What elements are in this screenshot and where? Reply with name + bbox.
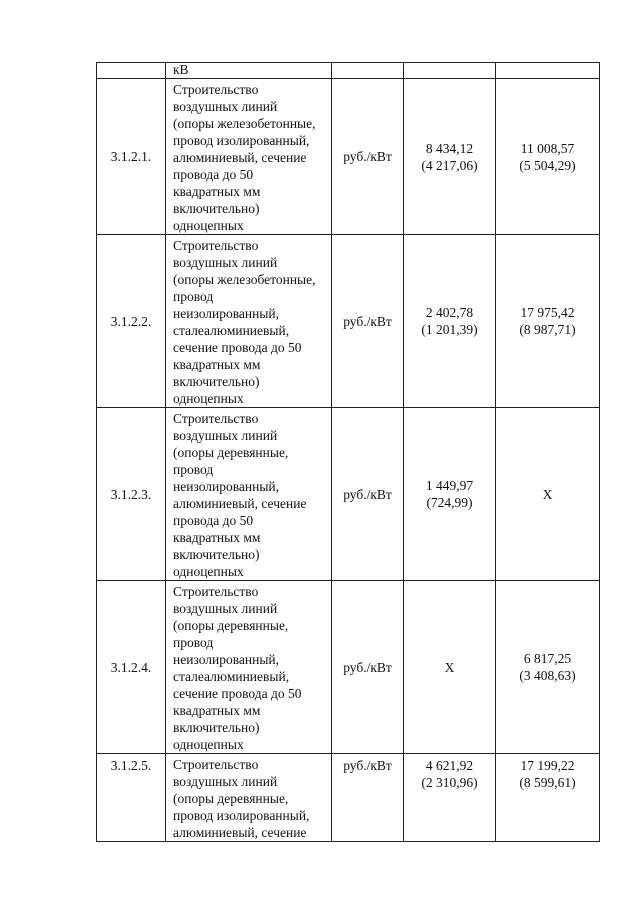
value-cell — [404, 235, 496, 408]
value-main: 1 449,97 — [425, 478, 474, 493]
value-main: 17 975,42 — [520, 305, 575, 320]
desc-line: воздушных линий — [173, 428, 278, 443]
desc-line: сечение провода до 50 — [173, 686, 302, 701]
value-cell — [496, 235, 600, 408]
value-cell — [404, 63, 496, 79]
table-row — [97, 581, 600, 754]
desc-line: (опоры железобетонные, — [173, 272, 316, 287]
desc-line: Строительство — [173, 757, 259, 772]
row-number: 3.1.2.4. — [97, 581, 166, 754]
num-cell — [97, 63, 166, 79]
desc-line: неизолированный, — [173, 306, 280, 321]
desc-cell: кВ — [166, 63, 332, 79]
value-sub: (2 310,96) — [421, 775, 478, 790]
desc-line: включительно) — [173, 547, 260, 562]
value-main: 4 621,92 — [425, 758, 474, 773]
value-sub: (724,99) — [426, 495, 473, 510]
row-unit: руб./кВт — [332, 408, 404, 581]
desc-line: провод — [173, 635, 214, 650]
row-description — [166, 79, 332, 235]
desc-line: (опоры деревянные, — [173, 618, 289, 633]
desc-line: воздушных линий — [173, 255, 278, 270]
value-main: 6 817,25 — [523, 651, 572, 666]
desc-line: одноцепных — [173, 391, 244, 406]
value-main: 2 402,78 — [425, 305, 474, 320]
desc-line: провод изолированный, — [173, 133, 310, 148]
row-description — [166, 581, 332, 754]
desc-line: включительно) — [173, 201, 260, 216]
desc-line: одноцепных — [173, 737, 244, 752]
value-cell — [496, 408, 600, 581]
value-sub: (1 201,39) — [421, 322, 478, 337]
value-main: 8 434,12 — [425, 140, 474, 156]
desc-line: алюминиевый, сечение — [173, 825, 307, 840]
desc-line: одноцепных — [173, 564, 244, 579]
value-cell — [404, 581, 496, 754]
row-unit: руб./кВт — [332, 754, 404, 842]
desc-line: Строительство — [173, 238, 259, 253]
desc-line: алюминиевый, сечение — [173, 150, 307, 165]
value-sub: (5 504,29) — [519, 157, 576, 173]
desc-line: провода до 50 — [173, 513, 254, 528]
value-main: 17 199,22 — [520, 758, 575, 773]
value-cell — [404, 754, 496, 842]
table-row — [97, 63, 600, 79]
desc-line: сталеалюминиевый, — [173, 323, 290, 338]
desc-line: провод — [173, 289, 214, 304]
desc-line: провод изолированный, — [173, 808, 310, 823]
desc-line: (опоры деревянные, — [173, 445, 289, 460]
desc-line: одноцепных — [173, 218, 244, 233]
desc-line: квадратных мм — [173, 530, 261, 545]
unit-cell — [332, 63, 404, 79]
value-sub: (8 987,71) — [519, 322, 576, 337]
desc-line: квадратных мм — [173, 357, 261, 372]
row-number: 3.1.2.5. — [97, 754, 166, 842]
value-main: X — [444, 659, 455, 675]
row-description — [166, 754, 332, 842]
table-row — [97, 754, 600, 842]
desc-line: неизолированный, — [173, 479, 280, 494]
row-number: 3.1.2.1. — [97, 79, 166, 235]
desc-line: Строительство — [173, 82, 259, 97]
value-main: 11 008,57 — [520, 140, 575, 156]
value-sub: (4 217,06) — [421, 157, 478, 173]
desc-line: (опоры железобетонные, — [173, 116, 316, 131]
desc-line: провод — [173, 462, 214, 477]
desc-line: сталеалюминиевый, — [173, 669, 290, 684]
desc-line: Строительство — [173, 584, 259, 599]
desc-line: воздушных линий — [173, 601, 278, 616]
row-unit: руб./кВт — [332, 581, 404, 754]
value-sub: (8 599,61) — [519, 775, 576, 790]
desc-line: квадратных мм — [173, 184, 261, 199]
desc-line: Строительство — [173, 411, 259, 426]
desc-line: воздушных линий — [173, 99, 278, 114]
desc-line: воздушных линий — [173, 774, 278, 789]
row-unit: руб./кВт — [332, 235, 404, 408]
row-number: 3.1.2.3. — [97, 408, 166, 581]
row-number: 3.1.2.2. — [97, 235, 166, 408]
desc-line: квадратных мм — [173, 703, 261, 718]
desc-line: алюминиевый, сечение — [173, 496, 307, 511]
table-row — [97, 79, 600, 235]
value-cell — [404, 408, 496, 581]
desc-line: включительно) — [173, 374, 260, 389]
desc-line: включительно) — [173, 720, 260, 735]
value-cell — [496, 754, 600, 842]
desc-line: сечение провода до 50 — [173, 340, 302, 355]
desc-line: (опоры деревянные, — [173, 791, 289, 806]
value-cell — [496, 581, 600, 754]
value-cell — [496, 79, 600, 235]
row-description — [166, 235, 332, 408]
tariff-table — [96, 62, 600, 842]
value-cell — [496, 63, 600, 79]
value-main: X — [542, 486, 553, 502]
value-sub: (3 408,63) — [519, 668, 576, 683]
desc-line: провода до 50 — [173, 167, 254, 182]
value-cell — [404, 79, 496, 235]
table-row — [97, 235, 600, 408]
row-unit: руб./кВт — [332, 79, 404, 235]
row-description — [166, 408, 332, 581]
desc-line: неизолированный, — [173, 652, 280, 667]
table-row — [97, 408, 600, 581]
